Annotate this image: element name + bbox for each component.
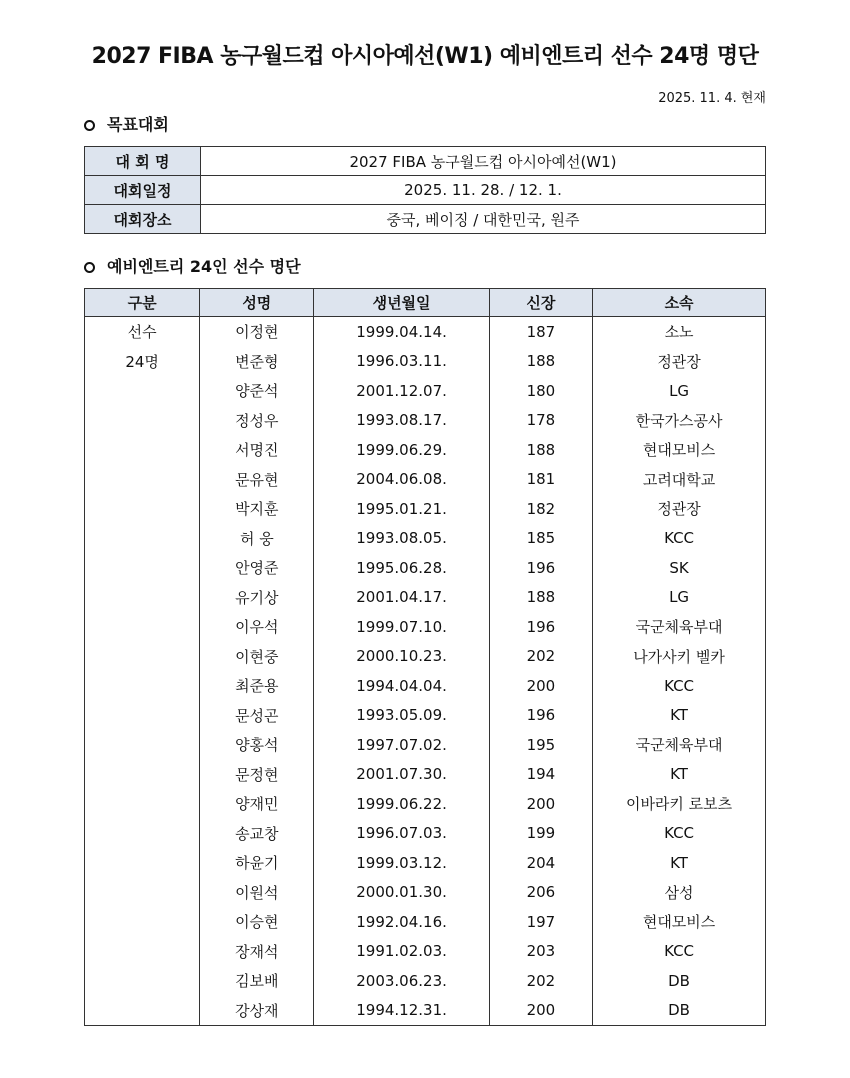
page-title: 2027 FIBA 농구월드컵 아시아예선(W1) 예비엔트리 선수 24명 명단 <box>91 44 759 69</box>
player-height: 188 <box>489 435 592 465</box>
player-name: 안영준 <box>200 553 314 583</box>
player-name: 서명진 <box>200 435 314 465</box>
table-header-row <box>85 289 766 317</box>
player-name: 문유현 <box>200 465 314 495</box>
player-height: 182 <box>489 494 592 524</box>
player-name: 장재석 <box>200 937 314 967</box>
player-height: 204 <box>489 848 592 878</box>
player-name: 최준용 <box>200 671 314 701</box>
player-birth: 2000.01.30. <box>314 878 489 908</box>
player-birth: 1999.06.22. <box>314 789 489 819</box>
player-height: 199 <box>489 819 592 849</box>
player-name: 유기상 <box>200 583 314 613</box>
section-heading-label: 예비엔트리 24인 선수 명단 <box>107 257 301 276</box>
player-height: 196 <box>489 553 592 583</box>
player-name: 양홍석 <box>200 730 314 760</box>
player-height: 197 <box>489 907 592 937</box>
player-birth: 1994.12.31. <box>314 996 489 1026</box>
player-birth: 2001.04.17. <box>314 583 489 613</box>
player-birth: 2003.06.23. <box>314 966 489 996</box>
player-team: 국군체육부대 <box>593 730 766 760</box>
player-height: 188 <box>489 583 592 613</box>
section-heading-target-event <box>84 114 169 136</box>
player-height: 185 <box>489 524 592 554</box>
info-label: 대회장소 <box>85 205 201 234</box>
player-team: LG <box>593 583 766 613</box>
info-label: 대회일정 <box>85 176 201 205</box>
player-birth: 1993.05.09. <box>314 701 489 731</box>
player-birth: 2001.12.07. <box>314 376 489 406</box>
player-birth: 2001.07.30. <box>314 760 489 790</box>
player-height: 194 <box>489 760 592 790</box>
player-birth: 1994.04.04. <box>314 671 489 701</box>
player-height: 200 <box>489 996 592 1026</box>
player-height: 203 <box>489 937 592 967</box>
player-team: 나가사키 벨카 <box>593 642 766 672</box>
player-birth: 1995.01.21. <box>314 494 489 524</box>
player-team: SK <box>593 553 766 583</box>
header-name: 성명 <box>200 289 314 317</box>
player-birth: 1997.07.02. <box>314 730 489 760</box>
player-name: 송교창 <box>200 819 314 849</box>
player-name: 이정현 <box>200 317 314 347</box>
circle-bullet-icon <box>84 120 95 131</box>
player-birth: 1999.07.10. <box>314 612 489 642</box>
player-height: 195 <box>489 730 592 760</box>
player-height: 202 <box>489 642 592 672</box>
section-heading-label: 목표대회 <box>107 115 169 134</box>
player-name: 변준형 <box>200 347 314 377</box>
player-name: 허 웅 <box>200 524 314 554</box>
player-birth: 1999.06.29. <box>314 435 489 465</box>
player-team: 한국가스공사 <box>593 406 766 436</box>
player-height: 206 <box>489 878 592 908</box>
player-team: DB <box>593 996 766 1026</box>
player-team: KCC <box>593 819 766 849</box>
player-team: 국군체육부대 <box>593 612 766 642</box>
player-name: 이원석 <box>200 878 314 908</box>
player-height: 200 <box>489 789 592 819</box>
player-birth: 1993.08.05. <box>314 524 489 554</box>
player-name: 이우석 <box>200 612 314 642</box>
group-count: 24명 <box>125 353 159 371</box>
table-row <box>85 205 766 234</box>
player-height: 196 <box>489 701 592 731</box>
player-birth: 1995.06.28. <box>314 553 489 583</box>
player-name: 김보배 <box>200 966 314 996</box>
player-height: 202 <box>489 966 592 996</box>
player-name: 박지훈 <box>200 494 314 524</box>
event-info-table <box>84 146 766 234</box>
player-team: 현대모비스 <box>593 435 766 465</box>
player-birth: 1993.08.17. <box>314 406 489 436</box>
player-birth: 1996.07.03. <box>314 819 489 849</box>
header-team: 소속 <box>593 289 766 317</box>
player-name: 문정현 <box>200 760 314 790</box>
player-height: 187 <box>489 317 592 347</box>
header-group: 구분 <box>85 289 200 317</box>
player-name: 양재민 <box>200 789 314 819</box>
player-birth: 1999.03.12. <box>314 848 489 878</box>
info-value: 2027 FIBA 농구월드컵 아시아예선(W1) <box>201 147 766 176</box>
header-birth: 생년월일 <box>314 289 489 317</box>
player-team: 소노 <box>593 317 766 347</box>
player-team: 현대모비스 <box>593 907 766 937</box>
player-name: 이현중 <box>200 642 314 672</box>
player-birth: 2004.06.08. <box>314 465 489 495</box>
table-row <box>85 147 766 176</box>
player-height: 181 <box>489 465 592 495</box>
player-height: 180 <box>489 376 592 406</box>
player-team: 정관장 <box>593 494 766 524</box>
player-team: 이바라키 로보츠 <box>593 789 766 819</box>
table-row <box>85 317 766 347</box>
circle-bullet-icon <box>84 262 95 273</box>
player-team: 고려대학교 <box>593 465 766 495</box>
player-birth: 1999.04.14. <box>314 317 489 347</box>
player-team: 삼성 <box>593 878 766 908</box>
player-team: KCC <box>593 671 766 701</box>
player-height: 188 <box>489 347 592 377</box>
player-name: 문성곤 <box>200 701 314 731</box>
header-height: 신장 <box>489 289 592 317</box>
group-label: 선수 <box>127 323 157 341</box>
info-label: 대 회 명 <box>85 147 201 176</box>
section-heading-roster <box>84 256 301 278</box>
player-birth: 1992.04.16. <box>314 907 489 937</box>
player-team: KCC <box>593 937 766 967</box>
player-roster-table <box>84 288 766 1026</box>
player-team: KT <box>593 701 766 731</box>
info-value: 중국, 베이징 / 대한민국, 원주 <box>201 205 766 234</box>
player-birth: 2000.10.23. <box>314 642 489 672</box>
player-name: 강상재 <box>200 996 314 1026</box>
player-team: KT <box>593 760 766 790</box>
player-team: 정관장 <box>593 347 766 377</box>
info-value: 2025. 11. 28. / 12. 1. <box>201 176 766 205</box>
player-team: LG <box>593 376 766 406</box>
player-birth: 1996.03.11. <box>314 347 489 377</box>
player-name: 양준석 <box>200 376 314 406</box>
player-team: DB <box>593 966 766 996</box>
player-height: 200 <box>489 671 592 701</box>
player-height: 196 <box>489 612 592 642</box>
player-team: KCC <box>593 524 766 554</box>
player-team: KT <box>593 848 766 878</box>
player-name: 이승현 <box>200 907 314 937</box>
player-name: 하윤기 <box>200 848 314 878</box>
group-cell <box>85 317 200 1026</box>
document-date: 2025. 11. 4. 현재 <box>658 91 766 106</box>
player-birth: 1991.02.03. <box>314 937 489 967</box>
player-name: 정성우 <box>200 406 314 436</box>
player-height: 178 <box>489 406 592 436</box>
table-row <box>85 176 766 205</box>
